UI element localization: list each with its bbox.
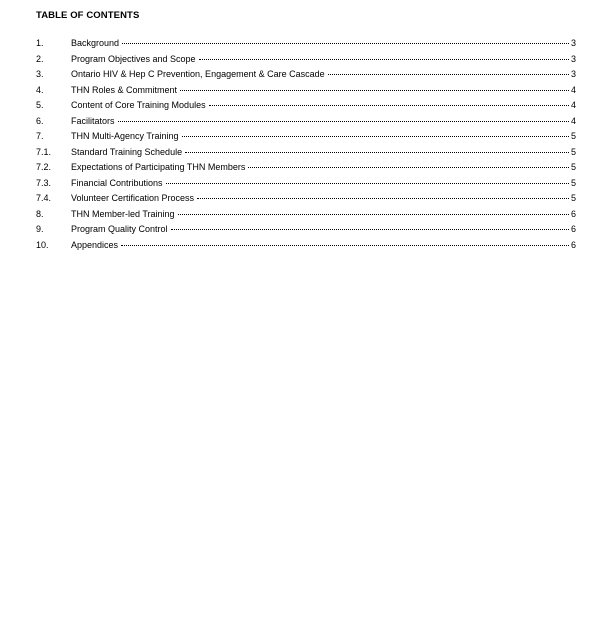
toc-entry-number: 2. [36,53,44,64]
toc-dot-leader [166,183,569,184]
toc-entry-page-number: 5 [570,131,576,141]
toc-entry-page-number: 4 [570,115,576,126]
toc-entry[interactable] [36,84,576,100]
toc-entry-number: 7.4. [36,193,52,203]
toc-dot-leader [122,43,569,44]
toc-entry-page-number: 6 [570,208,576,219]
toc-entry-title[interactable]: Financial Contributions [71,177,163,188]
toc-entry-title[interactable]: Volunteer Certification Process [71,193,195,203]
toc-entry-page-number: 5 [570,177,576,188]
toc-entry-page-number: 5 [570,193,576,203]
toc-entry-page-number: 5 [570,162,576,172]
toc-entry-title[interactable]: Expectations of Participating THN Members [71,162,246,172]
toc-entry-title[interactable]: Program Objectives and Scope [71,53,196,64]
toc-entry[interactable] [36,37,576,53]
toc-entry-title[interactable]: Appendices [71,239,119,250]
toc-dot-leader [118,121,569,122]
toc-entry-page-number: 3 [570,38,576,48]
toc-entry[interactable] [36,53,576,69]
toc-entry-number: 8. [36,208,44,219]
toc-dot-leader [171,229,569,230]
toc-entry-title[interactable]: Standard Training Schedule [71,146,183,157]
toc-entry[interactable] [36,68,576,84]
toc-dot-leader [185,152,569,153]
toc-entry-number: 7.2. [36,162,52,172]
toc-dot-leader [180,90,569,91]
toc-entry[interactable] [36,177,576,193]
toc-entry-page-number: 4 [570,84,576,95]
toc-entry[interactable] [36,99,576,115]
toc-entry-title[interactable]: Ontario HIV & Hep C Prevention, Engagement & Care Cascade [71,69,325,79]
toc-entry-page-number: 5 [570,146,576,157]
toc-entry[interactable] [36,192,576,208]
toc-entry-number: 10. [36,239,49,250]
toc-title: TABLE OF CONTENTS [36,10,140,21]
toc-dot-leader [197,198,569,199]
toc-entry-number: 4. [36,84,44,95]
toc-entry-title[interactable]: Program Quality Control [71,224,168,234]
toc-dot-leader [178,214,569,215]
toc-dot-leader [248,167,569,168]
toc-entry-title[interactable]: Facilitators [71,115,115,126]
toc-entry[interactable] [36,146,576,162]
toc-list [36,37,576,254]
toc-entry-number: 7.3. [36,177,52,188]
toc-entry-title[interactable]: THN Member-led Training [71,208,175,219]
toc-entry-title[interactable]: Content of Core Training Modules [71,100,206,110]
toc-entry-number: 3. [36,69,44,79]
toc-entry-number: 7.1. [36,146,52,157]
toc-dot-leader [209,105,569,106]
toc-entry-title[interactable]: THN Roles & Commitment [71,84,178,95]
toc-entry-page-number: 6 [570,224,576,234]
toc-entry[interactable] [36,115,576,131]
toc-entry[interactable] [36,130,576,146]
toc-entry-number: 7. [36,131,44,141]
toc-entry-title[interactable]: Background [71,38,120,48]
toc-entry-page-number: 3 [570,53,576,64]
toc-entry[interactable] [36,223,576,239]
toc-dot-leader [182,136,569,137]
toc-dot-leader [199,59,569,60]
toc-entry-number: 1. [36,38,44,48]
toc-entry[interactable] [36,161,576,177]
toc-entry-number: 9. [36,224,44,234]
toc-entry-title[interactable]: THN Multi-Agency Training [71,131,179,141]
toc-entry[interactable] [36,208,576,224]
toc-entry-page-number: 4 [570,100,576,110]
toc-entry[interactable] [36,239,576,255]
toc-entry-number: 5. [36,100,44,110]
toc-dot-leader [328,74,569,75]
toc-entry-page-number: 3 [570,69,576,79]
toc-entry-page-number: 6 [570,239,576,250]
toc-dot-leader [121,245,569,246]
toc-entry-number: 6. [36,115,44,126]
